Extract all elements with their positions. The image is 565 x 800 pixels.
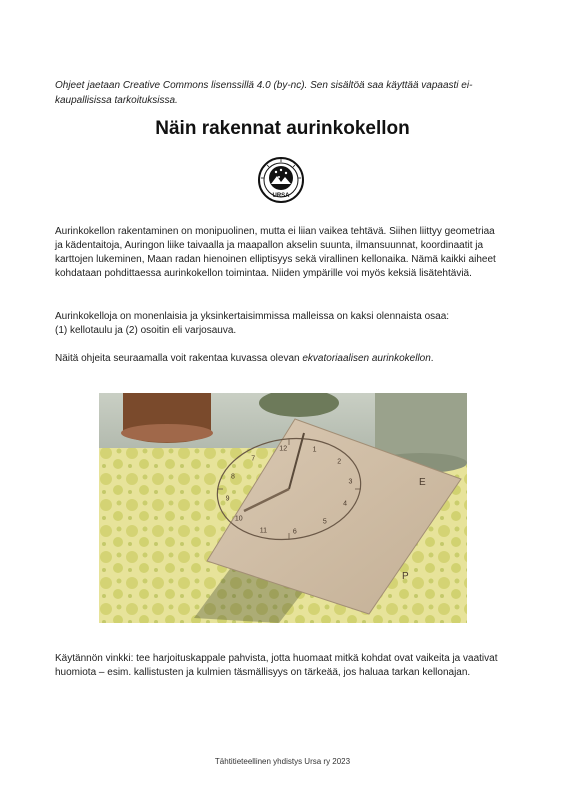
logo-text: URSA [272, 193, 290, 199]
intro-paragraph: Aurinkokellon rakentaminen on monipuolinen, mutta ei liian vaikea tehtävä. Siihen liittyy geometriaa ja kädentaitoja, Auringon liike taivaalla ja maapallon akselin suunta, ilmansuunnat, koordinaatit ja karttojen lukeminen, Maan radan hienoinen elliptisyys sekä virallinen kellonaika. Nämä kaikki aiheet kohdataan pohdittaessa aurinkokellon toimintaa. Niiden ympärille voi myös keksiä lisätehtäviä. [55, 226, 496, 279]
sundial-photo [99, 393, 467, 623]
svg-text:E: E [419, 477, 426, 488]
svg-text:P: P [402, 571, 409, 582]
dial-hour-label: 9 [225, 495, 230, 503]
tip-paragraph: Käytännön vinkki: tee harjoituskappale pahvista, jotta huomaat mitkä kohdat ovat vaikeita ja vaativat huomiota – esim. kallistusten ja kulmien täsmällisyys on tärkeää, jos haluaa tarkan kellonajan. [55, 653, 498, 678]
dial-hour-label: 4 [343, 500, 348, 508]
parts-line-2: (1) kellotaulu ja (2) osoitin eli varjosauva. [55, 325, 237, 336]
license-note: Ohjeet jaetaan Creative Commons lisenssillä 4.0 (by-nc). Sen sisältöä saa käyttää vapaasti ei-kaupallisissa tarkoituksissa. [55, 80, 473, 106]
dial-hour-label: 7 [251, 455, 256, 463]
dial-hour-label: 3 [348, 478, 353, 486]
dial-hour-label: 12 [279, 445, 288, 453]
dial-hour-label: 8 [230, 473, 235, 481]
parts-paragraph [55, 310, 505, 338]
instructions-text: Näitä ohjeita seuraamalla voit rakentaa kuvassa olevan [55, 353, 303, 364]
dial-hour-label: 1 [312, 446, 317, 454]
instructions-emphasis: ekvatoriaalisen aurinkokellon [302, 353, 431, 364]
instructions-paragraph [55, 352, 505, 366]
dial-hour-label: 11 [259, 527, 268, 535]
dial-hour-label: 5 [322, 518, 327, 526]
ursa-logo-icon [257, 156, 305, 204]
parts-line-1: Aurinkokelloja on monenlaisia ja yksinkertaisimmissa malleissa on kaksi olennaista osaa: [55, 311, 450, 322]
dial-hour-label: 2 [337, 458, 342, 466]
dial-hour-label: 6 [292, 528, 297, 536]
dial-hour-label: 10 [234, 515, 243, 523]
page-title: Näin rakennat aurinkokellon [155, 118, 410, 139]
page-footer: Tähtitieteellinen yhdistys Ursa ry 2023 [214, 757, 351, 766]
instructions-end: . [430, 353, 434, 364]
